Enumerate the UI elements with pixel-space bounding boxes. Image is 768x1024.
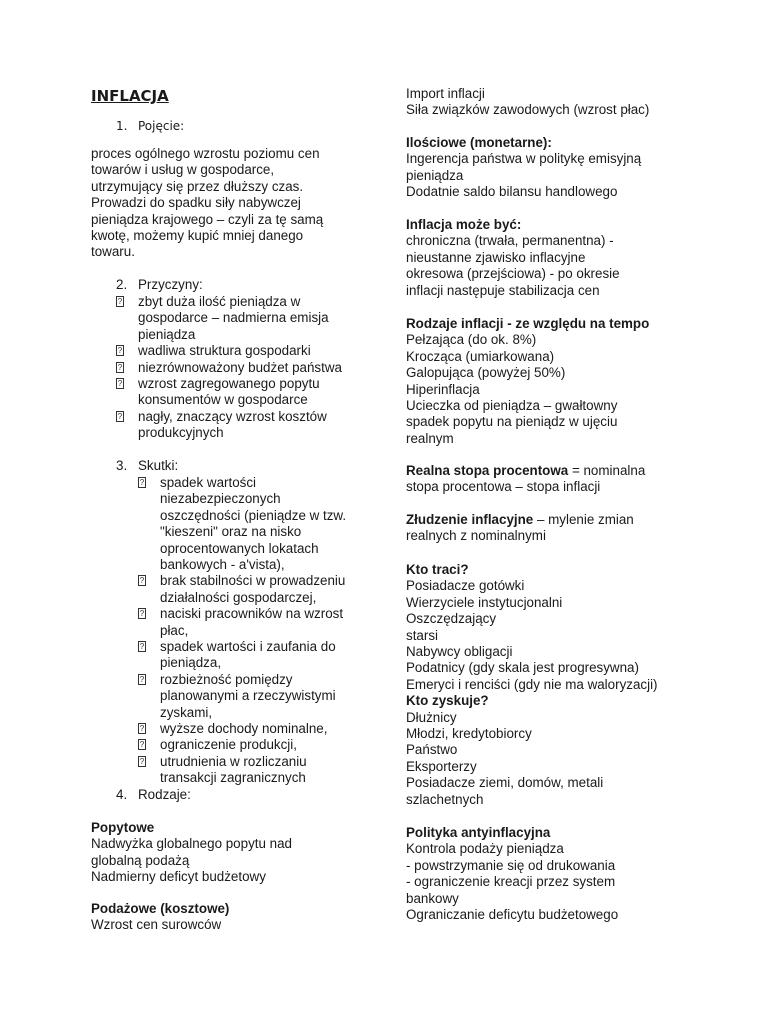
polityka-line: Ograniczanie deficytu budżetowego [406, 907, 619, 923]
tempo-line: Hiperinflacja [406, 381, 480, 397]
kto-zyskuje-line: Młodzi, kredytobiorcy [406, 726, 532, 742]
kto-traci-heading: Kto traci? [406, 562, 469, 577]
kto-zyskuje-heading: Kto zyskuje? [406, 693, 489, 709]
bullet-text-line: utrudnienia w rozliczaniu [160, 753, 307, 769]
tempo-line: realnym [406, 430, 454, 446]
podazowe-block [91, 901, 229, 934]
kto-traci-line: Emeryci i renciści (gdy nie ma waloryzacji) [406, 676, 658, 692]
missing-glyph-icon: ? [117, 297, 123, 306]
moze-byc-line: okresowa (przejściowa) - po okresie [406, 266, 620, 282]
bullet-text-line: pieniądza, [160, 655, 222, 671]
podazowe-heading: Podażowe (kosztowe) [91, 901, 230, 916]
bullet-text-line: naciski pracowników na wzrost [160, 606, 344, 622]
bullet-text-line: niezabezpieczonych [160, 491, 281, 507]
popytowe-line: Nadmierny deficyt budżetowy [91, 869, 266, 885]
polityka-line: Kontrola podaży pieniądza [406, 841, 564, 857]
podazowe-line: Wzrost cen surowców [91, 917, 222, 933]
kto-traci-line: Nabywcy obligacji [406, 644, 513, 660]
section-label: Rodzaje: [138, 787, 191, 802]
bullet-text-line: oszczędności (pieniądze w tzw. [160, 507, 347, 523]
missing-glyph-icon: ? [139, 478, 145, 487]
right-top-block [406, 86, 649, 119]
bullet-text-line: wyższe dochody nominalne, [160, 721, 328, 736]
section-number: 4. [116, 787, 128, 802]
definition-line: proces ogólnego wzrostu poziomu cen [91, 146, 320, 161]
kto-traci-line: Wierzyciele instytucjonalni [406, 594, 563, 610]
bullet-text-line: brak stabilności w prowadzeniu [160, 573, 346, 589]
bullet-text-line: rozbieżność pomiędzy [160, 671, 293, 687]
kto-zyskuje-line: Dłużnicy [406, 709, 457, 725]
tempo-line: Pełzająca (do ok. 8%) [406, 332, 537, 348]
missing-glyph-icon: ? [139, 740, 145, 750]
moze-byc-line: nieustanne zjawisko inflacyjne [406, 249, 586, 265]
moze-byc-line: chroniczna (trwała, permanentna) - [406, 233, 614, 249]
realna-stopa-block [406, 463, 645, 496]
page-title: INFLACJA [91, 87, 169, 105]
missing-glyph-icon: ? [139, 609, 145, 619]
bullet-text-line: płac, [160, 622, 189, 638]
definition-line: Prowadzi do spadku siły nabywczej [91, 195, 301, 211]
bullet-text-line: nagły, znaczący wzrost kosztów [138, 408, 327, 424]
bullet-text-line: konsumentów w gospodarce [138, 392, 308, 408]
bullet-text-line: ograniczenie produkcji, [160, 737, 297, 753]
definition-paragraph [91, 146, 323, 261]
bullet-text-line: bankowych - a'vista), [160, 557, 285, 572]
bullet-text-line: wadliwa struktura gospodarki [138, 343, 311, 359]
tempo-heading: Rodzaje inflacji - ze względu na tempo [406, 316, 650, 331]
moze-byc-heading: Inflacja może być: [406, 217, 522, 232]
tempo-line: Krocząca (umiarkowana) [406, 348, 555, 364]
ilosciowe-line: pieniądza [406, 167, 464, 183]
bullet-text-line: zyskami, [160, 704, 213, 720]
bullet-text-line: spadek wartości i zaufania do [160, 639, 336, 654]
right-top-line: Import inflacji [406, 86, 485, 101]
bullet-text-line: planowanymi a rzeczywistymi [160, 688, 336, 704]
zludzenie-term: Złudzenie inflacyjne [406, 512, 534, 527]
bullet-text-line: "kieszeni" oraz na nisko [160, 524, 302, 540]
bullet-text-line: oprocentowanych lokatach [160, 540, 319, 556]
popytowe-heading: Popytowe [91, 820, 155, 835]
section-label: Skutki: [138, 458, 179, 473]
tempo-line: Ucieczka od pieniądza – gwałtowny [406, 398, 618, 414]
missing-glyph-icon: ? [139, 674, 145, 684]
missing-glyph-icon: ? [117, 346, 123, 356]
kto-traci-line: Posiadacze gotówki [406, 578, 525, 594]
section-number: 2. [116, 277, 128, 292]
missing-glyph-icon: ? [139, 724, 145, 733]
bullet-text-line: pieniądza [138, 326, 196, 342]
zludzenie-line2: realnych z nominalnymi [406, 528, 546, 544]
polityka-line: - powstrzymanie się od drukowania [406, 857, 616, 873]
definition-line: towarów i usług w gospodarce, [91, 162, 275, 178]
polityka-block [406, 825, 618, 923]
realna-line2: stopa procentowa – stopa inflacji [406, 479, 601, 495]
definition-line: utrzymujący się przez dłuższy czas. [91, 178, 304, 194]
kto-traci-line: starsi [406, 627, 438, 643]
kto-traci-line: Oszczędzający [406, 611, 497, 627]
kto-zyskuje-line: Państwo [406, 742, 458, 758]
popytowe-line: Nadwyżka globalnego popytu nad [91, 836, 293, 852]
section-label: Przyczyny: [138, 277, 203, 292]
bullet-text-line: spadek wartości [160, 475, 257, 490]
tempo-line: Galopująca (powyżej 50%) [406, 365, 566, 381]
missing-glyph-icon: ? [117, 411, 123, 421]
section-label: Pojęcie: [138, 119, 185, 133]
polityka-heading: Polityka antyinflacyjna [406, 825, 551, 840]
section-number: 3. [116, 458, 128, 473]
kto-traci-block [406, 562, 658, 808]
kto-traci-line: Podatnicy (gdy skala jest progresywna) [406, 660, 639, 676]
moze-byc-block [406, 217, 620, 299]
bullet-text-line: niezrównoważony budżet państwa [138, 359, 342, 375]
section-number: 1. [116, 119, 128, 133]
popytowe-block [91, 820, 292, 886]
kto-zyskuje-line: Posiadacze ziemi, domów, metali [406, 775, 604, 791]
missing-glyph-icon: ? [117, 362, 123, 372]
bullet-text-line: wzrost zagregowanego popytu [138, 376, 320, 391]
ilosciowe-block [406, 135, 641, 201]
definition-line: towaru. [91, 244, 135, 260]
bullet-text-line: gospodarce – nadmierna emisja [138, 310, 329, 326]
ilosciowe-heading: Ilościowe (monetarne): [406, 135, 552, 150]
moze-byc-line: inflacji następuje stabilizacja cen [406, 282, 600, 298]
missing-glyph-icon: ? [139, 576, 145, 586]
tempo-block [406, 316, 649, 447]
realna-term: Realna stopa procentowa [406, 463, 569, 478]
popytowe-line: globalną podażą [91, 852, 190, 868]
ilosciowe-line: Dodatnie saldo bilansu handlowego [406, 184, 618, 200]
definition-line: pieniądza krajowego – czyli za tę samą [91, 211, 324, 227]
bullet-text-line: działalności gospodarczej, [160, 589, 317, 605]
ilosciowe-line: Ingerencja państwa w politykę emisyjną [406, 151, 642, 167]
kto-zyskuje-line: Eksporterzy [406, 758, 477, 774]
missing-glyph-icon: ? [139, 642, 145, 651]
kto-zyskuje-line: szlachetnych [406, 791, 484, 807]
missing-glyph-icon: ? [117, 379, 123, 388]
polityka-line: bankowy [406, 890, 459, 906]
bullet-text-line: produkcyjnych [138, 425, 224, 441]
zludzenie-rest: – mylenie zmian [533, 512, 634, 527]
bullet-text-line: transakcji zagranicznych [160, 770, 306, 786]
missing-glyph-icon: ? [139, 756, 145, 766]
polityka-line: - ograniczenie kreacji przez system [406, 874, 616, 890]
tempo-line: spadek popytu na pieniądz w ujęciu [406, 414, 618, 430]
realna-rest: = nominalna [568, 463, 646, 478]
zludzenie-block [406, 512, 634, 545]
bullet-text-line: zbyt duża ilość pieniądza w [138, 294, 301, 309]
definition-line: kwotę, możemy kupić mniej danego [91, 228, 304, 244]
right-top-line: Siła związków zawodowych (wzrost płac) [406, 102, 650, 118]
